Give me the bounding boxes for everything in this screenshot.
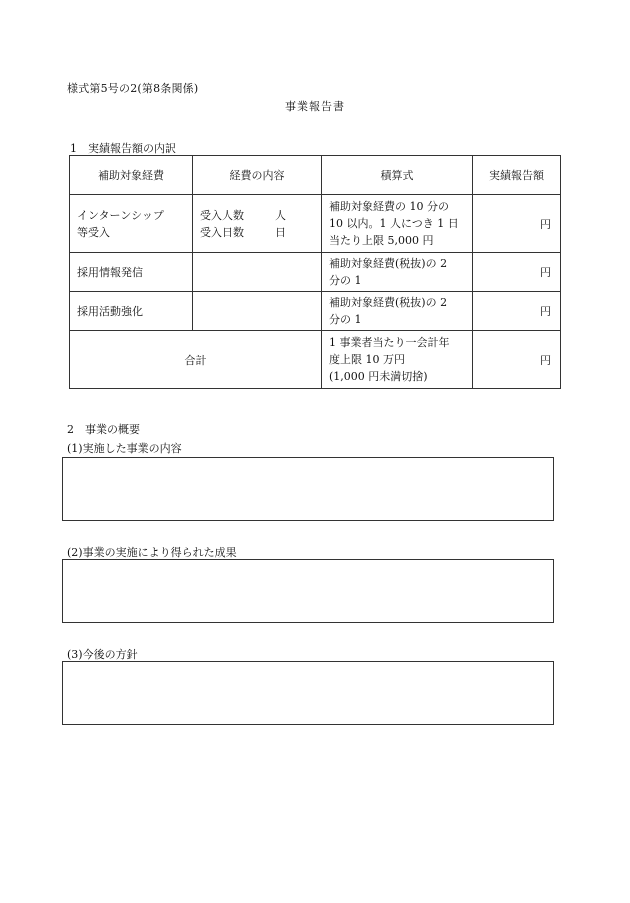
formula-line: 分の 1 [329,274,362,287]
formula-cell [322,253,473,292]
total-formula-cell [322,331,473,389]
expense-cell: 採用情報発信 [70,253,193,292]
form-label: 様式第5号の2(第8条関係) [67,82,199,95]
table-row-internship [70,195,561,253]
formula-cell [322,195,473,253]
formula-line: 補助対象経費(税抜)の 2 [329,296,448,309]
intake-days-field[interactable] [200,224,286,241]
header-formula: 積算式 [322,156,473,195]
table-row-recruit-activity [70,292,561,331]
expense-cell: 採用活動強化 [70,292,193,331]
amount-cell[interactable]: 円 [473,253,561,292]
expense-breakdown-table [69,155,561,389]
header-amount: 実績報告額 [473,156,561,195]
formula-line: 当たり上限 5,000 円 [329,234,434,247]
implemented-content-box[interactable] [62,457,554,521]
expense-cell [70,195,193,253]
header-content: 経費の内容 [193,156,322,195]
amount-cell[interactable]: 円 [473,195,561,253]
formula-line: 10 以内。1 人につき 1 日 [329,217,459,230]
intake-days-label: 受入日数 [200,225,244,239]
total-amount-cell[interactable]: 円 [473,331,561,389]
future-policy-box[interactable] [62,661,554,725]
intake-days-unit: 日 [275,225,286,239]
expense-line: インターンシップ [77,208,164,222]
content-cell[interactable] [193,292,322,331]
document-title: 事業報告書 [285,100,345,113]
table-row-total [70,331,561,389]
sub3-heading: (3)今後の方針 [67,648,138,661]
formula-line: 度上限 10 万円 [329,353,405,366]
total-label: 合計 [70,331,322,389]
header-expense: 補助対象経費 [70,156,193,195]
content-cell[interactable] [193,253,322,292]
formula-line: 1 事業者当たり一会計年 [329,336,450,349]
sub1-heading: (1)実施した事業の内容 [67,442,182,455]
formula-line: 補助対象経費の 10 分の [329,200,449,213]
content-cell[interactable] [193,195,322,253]
intake-count-unit: 人 [275,208,286,222]
formula-line: 分の 1 [329,313,362,326]
table-row-recruit-info [70,253,561,292]
formula-line: (1,000 円未満切捨) [329,370,428,383]
intake-count-label: 受入人数 [200,208,244,222]
intake-count-field[interactable] [200,207,286,224]
formula-line: 補助対象経費(税抜)の 2 [329,257,448,270]
formula-cell [322,292,473,331]
results-box[interactable] [62,559,554,623]
table-header-row [70,156,561,195]
expense-line: 等受入 [77,225,110,239]
section1-heading: 1 実績報告額の内訳 [70,142,176,155]
amount-cell[interactable]: 円 [473,292,561,331]
sub2-heading: (2)事業の実施により得られた成果 [67,546,237,559]
section2-heading: 2 事業の概要 [67,423,140,436]
